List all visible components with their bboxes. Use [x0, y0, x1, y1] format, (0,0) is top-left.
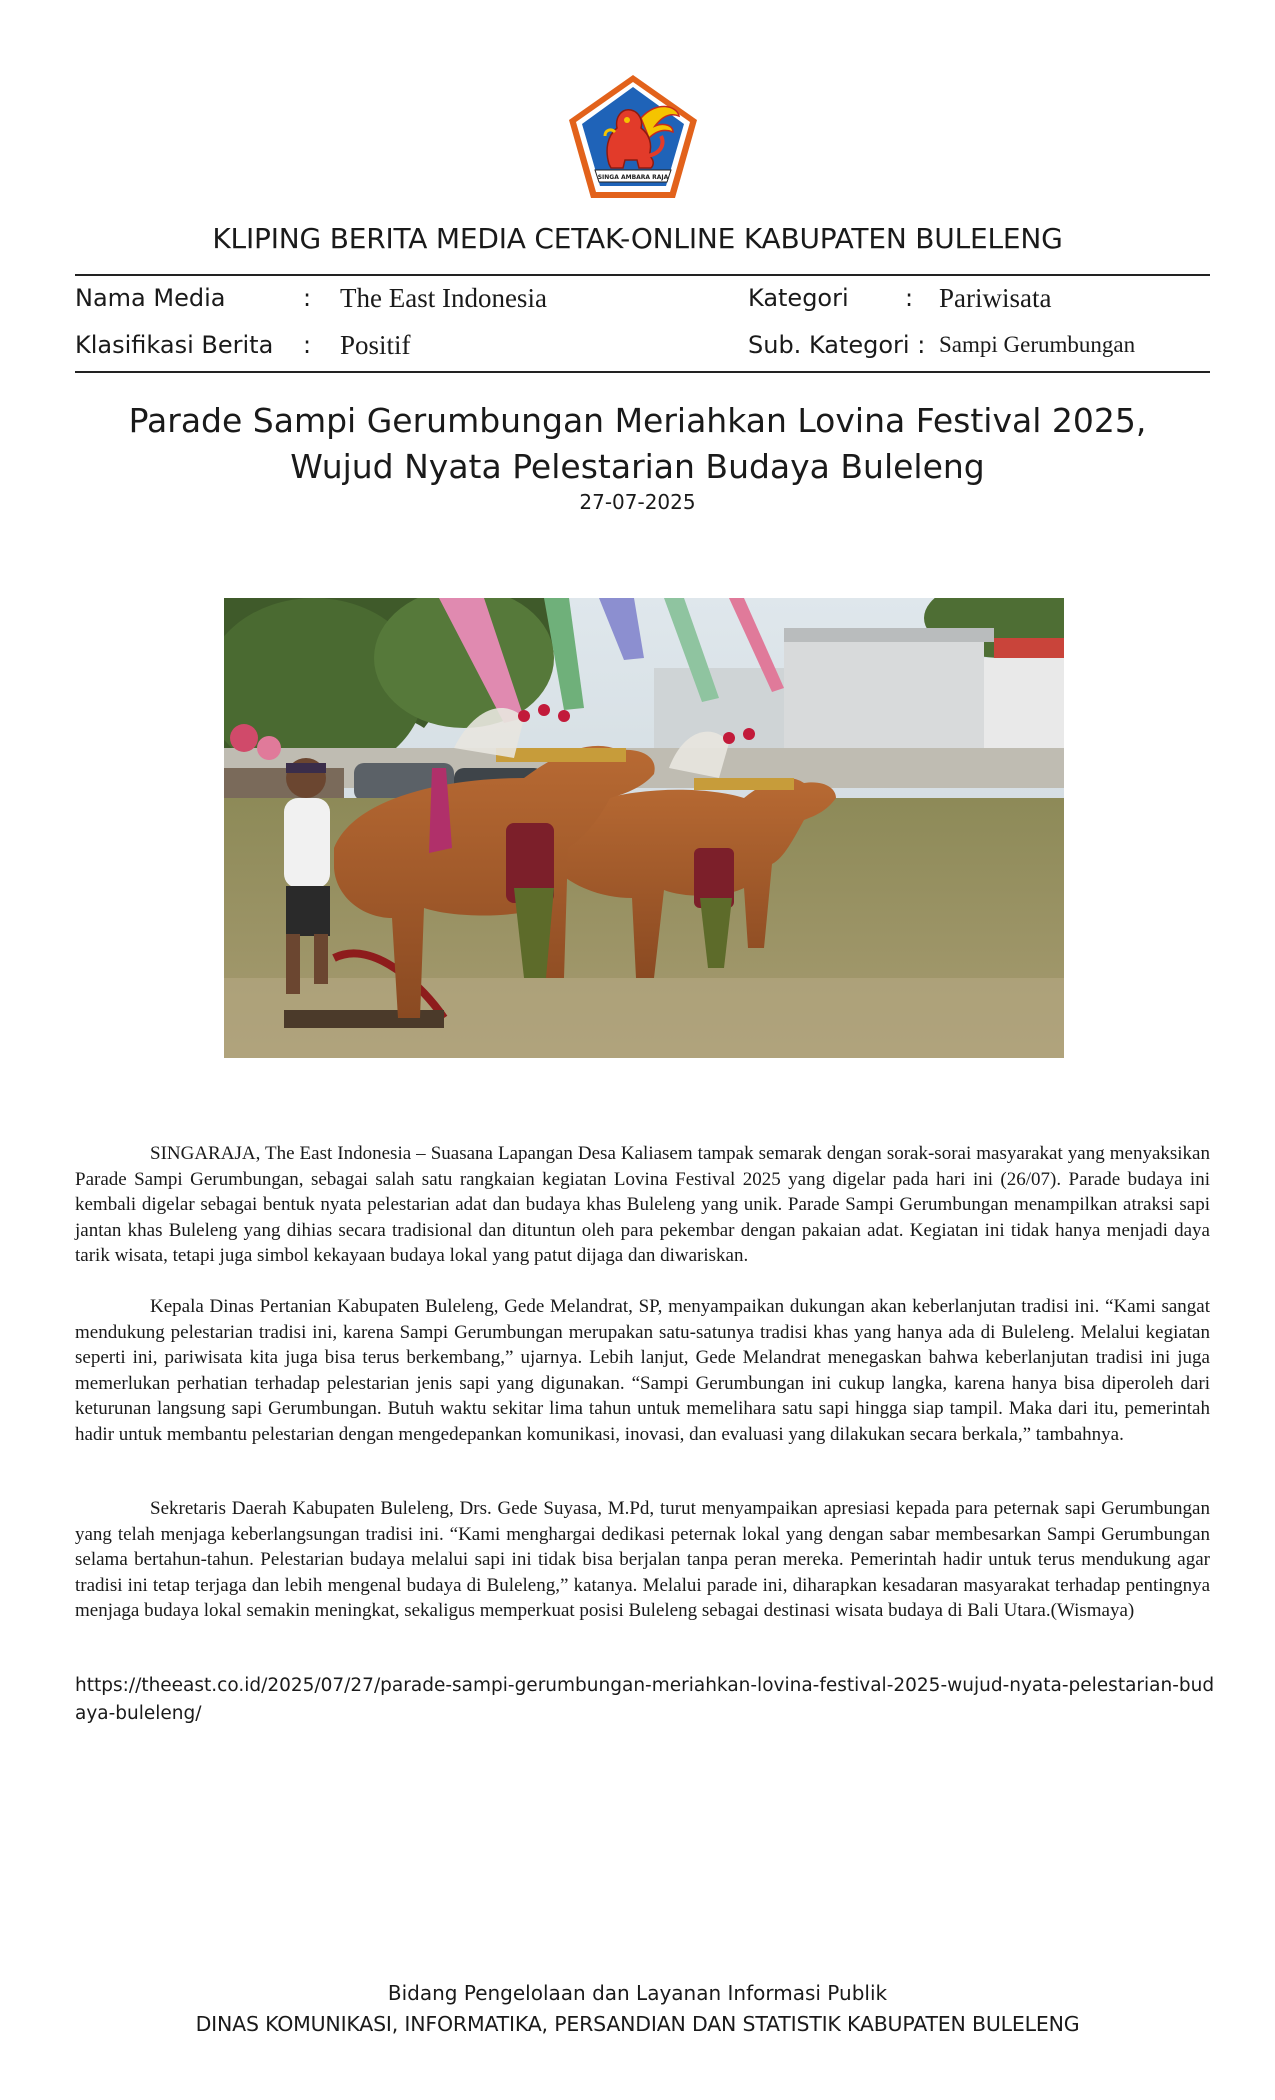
article-title: [0, 398, 1275, 490]
klasifikasi-value: Positif: [340, 330, 411, 360]
clipping-header-title: KLIPING BERITA MEDIA CETAK-ONLINE KABUPATEN BULELENG: [212, 222, 1063, 255]
article-title-line-2: Wujud Nyata Pelestarian Budaya Buleleng: [290, 447, 985, 486]
article-date: 27-07-2025: [579, 490, 696, 514]
source-url: https://theeast.co.id/2025/07/27/parade-sampi-gerumbungan-meriahkan-lovina-festival-2025-wujud-nyata-pelestarian-budaya-buleleng/: [75, 1675, 1215, 1724]
header-rule-bottom: [75, 371, 1210, 373]
nama-media-label: Nama Media: [75, 284, 226, 312]
buleleng-emblem-logo: [565, 72, 701, 202]
article-paragraph-3-text: Sekretaris Daerah Kabupaten Buleleng, Drs. Gede Suyasa, M.Pd, turut menyampaikan apresiasi kepada para peternak sapi Gerumbungan yang telah menjaga keberlangsungan tradisi ini. “Kami menghargai dedikasi peternak lokal yang dengan sabar membesarkan Sampi Gerumbungan selama bertahun-tahun. Pelestarian budaya melalui sapi ini tidak bisa berjalan tanpa peran mereka. Pemerintah hadir untuk terus mendukung agar tradisi ini tetap terjaga dan lebih mengenal budaya di Buleleng,” katanya. Melalui parade ini, diharapkan kesadaran masyarakat terhadap pentingnya menjaga budaya lokal semakin meningkat, sekaligus memperkuat posisi Buleleng sebagai destinasi wisata budaya di Bali Utara.(Wismaya): [75, 1498, 1210, 1621]
article-paragraph-2-text: Kepala Dinas Pertanian Kabupaten Buleleng, Gede Melandrat, SP, menyampaikan dukungan akan keberlanjutan tradisi ini. “Kami sangat mendukung pelestarian tradisi ini, karena Sampi Gerumbungan merupakan satu-satunya tradisi khas yang hanya ada di Buleleng. Melalui kegiatan seperti ini, pariwisata kita juga bisa terus berkembang,” ujarnya. Lebih lanjut, Gede Melandrat menegaskan bahwa keberlanjutan tradisi ini juga memerlukan perhatian terhadap pelestarian jenis sapi yang digunakan. “Sampi Gerumbungan ini cukup langka, karena hanya bisa diperoleh dari keturunan langsung sapi Gerumbungan. Butuh waktu sekitar lima tahun untuk memelihara satu sapi hingga siap tampil. Maka dari itu, pemerintah hadir untuk membantu pelestarian dengan mengedepankan komunikasi, inovasi, dan evaluasi yang dilakukan secara berkala,” tambahnya.: [75, 1296, 1210, 1445]
header-rule-top: [75, 274, 1210, 276]
sub-kategori-label: Sub. Kategori :: [748, 331, 926, 359]
svg-text:SINGA AMBARA RAJA: SINGA AMBARA RAJA: [597, 174, 669, 181]
nama-media-value: The East Indonesia: [340, 283, 547, 313]
kategori-label: Kategori: [748, 284, 849, 312]
sub-kategori-value: Sampi Gerumbungan: [939, 332, 1136, 357]
nama-media-separator: :: [303, 284, 312, 312]
klasifikasi-label: Klasifikasi Berita: [75, 331, 274, 359]
kategori-separator: :: [905, 284, 914, 312]
article-paragraph-1: [75, 1141, 1210, 1269]
sampi-gerumbungan-photo: [224, 598, 1064, 1058]
article-title-line-1: Parade Sampi Gerumbungan Meriahkan Lovina Festival 2025,: [128, 401, 1147, 440]
article-paragraph-3: [75, 1496, 1210, 1624]
footer-division: Bidang Pengelolaan dan Layanan Informasi Publik: [387, 1981, 888, 2005]
article-paragraph-2: [75, 1294, 1210, 1447]
article-paragraph-1-text: SINGARAJA, The East Indonesia – Suasana Lapangan Desa Kaliasem tampak semarak dengan sorak-sorai masyarakat yang menyaksikan Parade Sampi Gerumbungan, sebagai salah satu rangkaian kegiatan Lovina Festival 2025 yang digelar pada hari ini (26/07). Parade budaya ini kembali digelar sebagai bentuk nyata pelestarian adat dan budaya khas Buleleng yang unik. Parade Sampi Gerumbungan menampilkan atraksi sapi jantan khas Buleleng yang dihias secara tradisional dan dituntun oleh para pekembar dengan pakaian adat. Kegiatan ini tidak hanya menjadi daya tarik wisata, tetapi juga simbol kekayaan budaya lokal yang patut dijaga dan diwariskan.: [75, 1143, 1210, 1266]
footer-agency: DINAS KOMUNIKASI, INFORMATIKA, PERSANDIAN DAN STATISTIK KABUPATEN BULELENG: [195, 2012, 1080, 2036]
kategori-value: Pariwisata: [939, 283, 1052, 313]
klasifikasi-separator: :: [303, 331, 312, 359]
